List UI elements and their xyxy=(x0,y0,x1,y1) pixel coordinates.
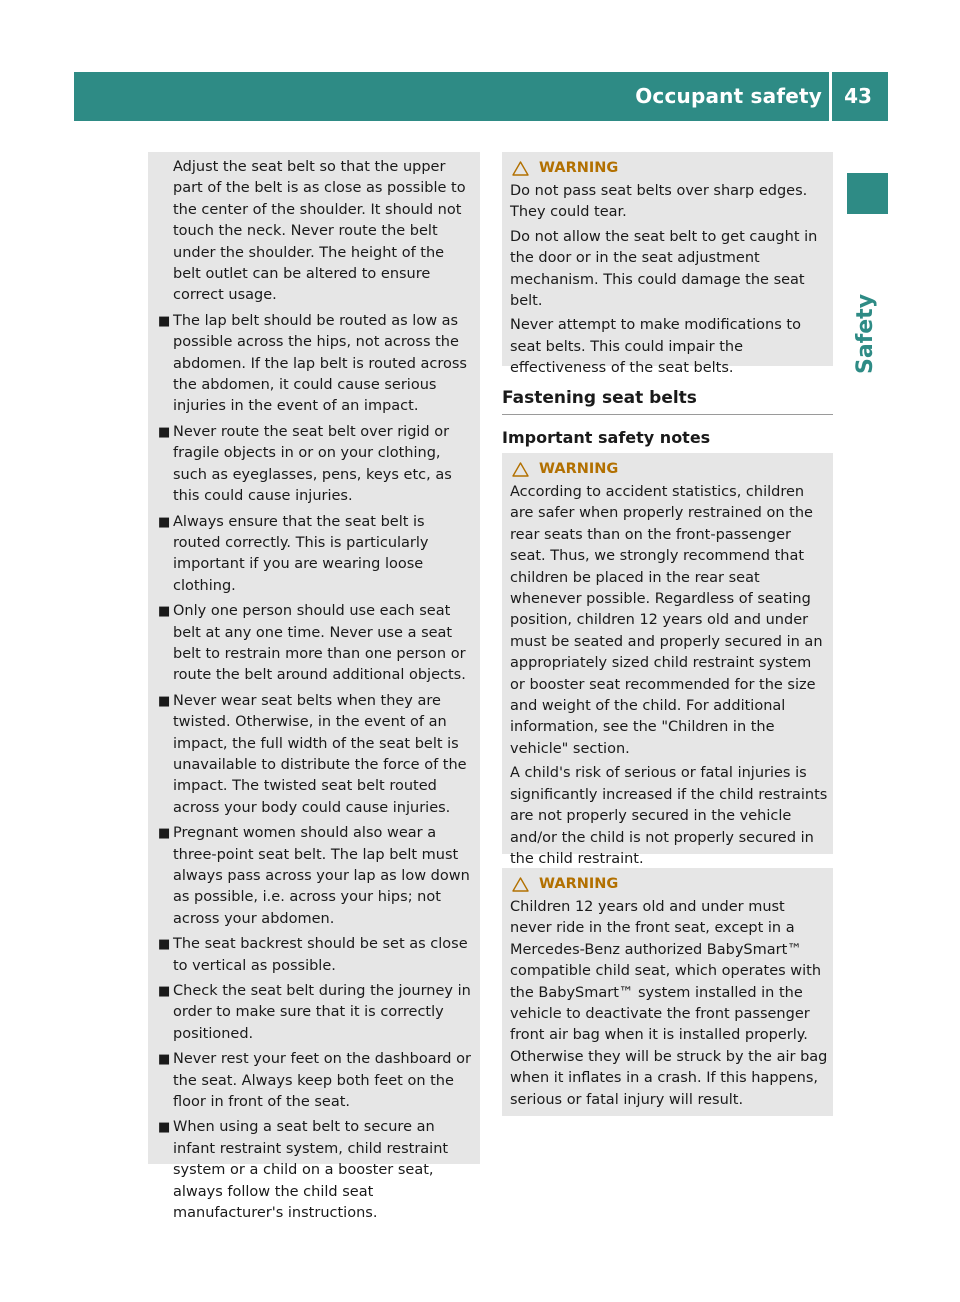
warning-triangle-icon xyxy=(512,161,529,176)
warning-paragraph: A child's risk of serious or fatal injuries is significantly increased if the child restraints are not properly secured in the vehicle and/or the child is not properly secured in the child restraint. xyxy=(510,765,828,867)
list-item: ■ Never wear seat belts when they are twisted. Otherwise, in the event of an impact, the full width of the seat belt is unavailable to distribute the force of the impact. The twisted seat belt routed across your body could cause injuries. xyxy=(158,692,467,816)
bullet-icon: ■ xyxy=(158,604,171,620)
list-item: ■ Only one person should use each seat belt at any one time. Never use a seat belt to restrain more than one person or route the belt around additional objects. xyxy=(158,603,466,684)
list-item: ■ Never rest your feet on the dashboard or the seat. Always keep both feet on the floor in front of the seat. xyxy=(158,1051,471,1111)
warning-label: WARNING xyxy=(539,160,619,176)
bullet-icon: ■ xyxy=(158,1120,171,1136)
section-heading: Fastening seat belts xyxy=(502,388,833,415)
list-item: ■ Always ensure that the seat belt is routed correctly. This is particularly important if you are wearing loose clothing. xyxy=(158,513,429,594)
bullet-icon: ■ xyxy=(158,514,171,530)
bullet-icon: ■ xyxy=(158,693,171,709)
warning-paragraph: Do not pass seat belts over sharp edges. They could tear. xyxy=(510,183,808,221)
bullet-icon: ■ xyxy=(158,937,171,953)
instruction-list xyxy=(156,311,474,1225)
sub-heading: Important safety notes xyxy=(502,428,711,447)
intro-paragraph: Adjust the seat belt so that the upper part of the belt is as close as possible to the center of the shoulder. It should not touch the neck. Never route the belt under the shoulder. The height of the belt outlet can be altered to ensure correct usage. xyxy=(173,159,466,304)
bullet-icon: ■ xyxy=(158,1052,171,1068)
warning-paragraph: Do not allow the seat belt to get caught in the door or in the seat adjustment mechanism. This could damage the seat belt. xyxy=(510,228,818,310)
warning-paragraph: According to accident statistics, children are safer when properly restrained on the rear seats than on the front-passenger seat. Thus, we strongly recommend that children be placed in the rear seat whenever possible. Regardless of seating position, children 12 years old and under must be seated and properly secured in an appropriately sized child restraint system or booster seat recommended for the size and weight of the child. For additional information, see the "Children in the vehicle" section. xyxy=(510,484,823,757)
list-item: ■ When using a seat belt to secure an infant restraint system, child restraint system or a child on a booster seat, always follow the child seat manufacturer's instructions. xyxy=(158,1119,449,1222)
warning-triangle-icon xyxy=(512,877,529,892)
bullet-icon: ■ xyxy=(158,984,171,1000)
warning-box-seat-belt-edges xyxy=(502,152,833,377)
bullet-icon: ■ xyxy=(158,826,171,842)
warning-paragraph: Children 12 years old and under must never ride in the front seat, except in a Mercedes-Benz authorized BabySmart™ compatible child seat, which operates with the BabySmart™ system installed in the vehicle to deactivate the front passenger front air bag when it is installed properly. Otherwise they will be struck by the air bag when it inflates in a crash. If this happens, serious or fatal injury will result. xyxy=(510,899,828,1108)
chapter-tab: Safety xyxy=(853,293,878,374)
page-number: 43 xyxy=(844,84,872,108)
list-item: ■ Pregnant women should also wear a three-point seat belt. The lap belt must always pass across your lap as low down as possible, i.e. across your hips; not across your abdomen. xyxy=(158,825,470,927)
chapter-marker xyxy=(847,173,888,214)
bullet-icon: ■ xyxy=(158,424,171,440)
list-item: ■ Never route the seat belt over rigid or fragile objects in or on your clothing, such as eyeglasses, pens, keys etc, as this could cause injuries. xyxy=(158,423,452,505)
seat-belt-instructions-box xyxy=(148,152,480,1222)
warning-label: WARNING xyxy=(539,876,619,892)
bullet-icon: ■ xyxy=(158,313,171,329)
list-item: ■ Check the seat belt during the journey in order to make sure that it is correctly positioned. xyxy=(158,983,471,1042)
warning-box-front-seat-children xyxy=(502,868,833,1116)
page-title: Occupant safety xyxy=(635,84,822,108)
list-item: ■ The seat backrest should be set as close to vertical as possible. xyxy=(158,936,468,974)
list-item: ■ The lap belt should be routed as low as possible across the hips, not across the abdomen. If the lap belt is routed across the abdomen, it could cause serious injuries in the event of an impact. xyxy=(158,312,467,415)
header-divider xyxy=(829,72,832,121)
warning-triangle-icon xyxy=(512,462,529,477)
warning-box-children-rear-seat xyxy=(502,453,833,867)
warning-paragraph: Never attempt to make modifications to seat belts. This could impair the effectiveness of the seat belts. xyxy=(510,317,801,377)
warning-label: WARNING xyxy=(539,461,619,477)
page-header xyxy=(74,72,888,121)
